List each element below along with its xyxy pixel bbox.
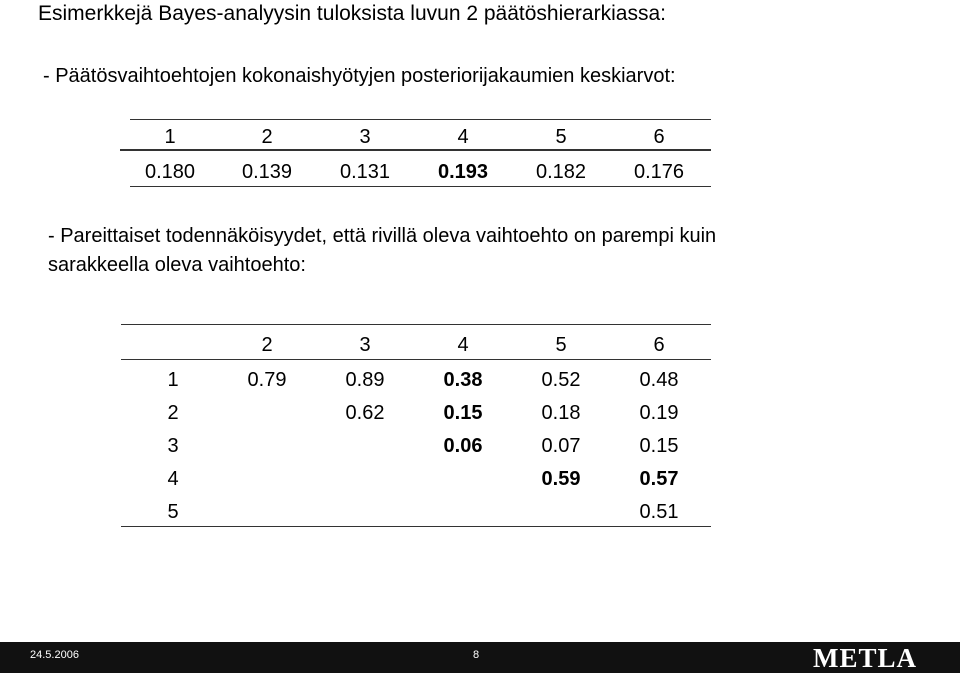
pairwise-row-label: 3 — [167, 435, 179, 457]
pairwise-table-header-rule — [121, 359, 711, 360]
metla-logo: METLA — [813, 643, 918, 673]
pairwise-header-cell: 4 — [457, 334, 469, 356]
pairwise-value-cell: 0.19 — [639, 402, 679, 424]
footer-date: 24.5.2006 — [30, 649, 79, 661]
pairwise-table-top-rule — [121, 324, 711, 325]
pairwise-header-cell: 5 — [555, 334, 567, 356]
pairwise-row-label: 1 — [167, 369, 179, 391]
pairwise-table-bottom-rule — [121, 526, 711, 527]
pairwise-row-label: 4 — [167, 468, 179, 490]
means-header-cell: 6 — [653, 126, 665, 148]
means-table-top-rule — [130, 119, 711, 120]
means-header-cell: 3 — [359, 126, 371, 148]
means-value-cell: 0.131 — [339, 161, 391, 183]
pairwise-row-label: 2 — [167, 402, 179, 424]
slide-title: Esimerkkejä Bayes-analyysin tuloksista luvun 2 päätöshierarkiassa: — [38, 2, 666, 25]
pairwise-row-label: 5 — [167, 501, 179, 523]
means-value-cell: 0.180 — [144, 161, 196, 183]
means-table-header-rule — [120, 149, 711, 151]
pairwise-value-cell: 0.62 — [345, 402, 385, 424]
means-header-cell: 2 — [261, 126, 273, 148]
pairwise-value-cell: 0.06 — [443, 435, 483, 457]
pairwise-value-cell: 0.07 — [541, 435, 581, 457]
pairwise-header-cell: 6 — [653, 334, 665, 356]
means-table-bottom-rule — [130, 186, 711, 187]
footer-bar — [0, 642, 960, 673]
pairwise-value-cell: 0.51 — [639, 501, 679, 523]
bullet-pairwise-line-2: sarakkeella oleva vaihtoehto: — [48, 254, 306, 276]
pairwise-value-cell: 0.89 — [345, 369, 385, 391]
pairwise-value-cell: 0.79 — [247, 369, 287, 391]
pairwise-value-cell: 0.48 — [639, 369, 679, 391]
pairwise-value-cell: 0.15 — [443, 402, 483, 424]
pairwise-value-cell: 0.38 — [443, 369, 483, 391]
means-value-cell: 0.193 — [437, 161, 489, 183]
means-header-cell: 5 — [555, 126, 567, 148]
pairwise-value-cell: 0.15 — [639, 435, 679, 457]
bullet-means-heading: - Päätösvaihtoehtojen kokonaishyötyjen posteriorijakaumien keskiarvot: — [43, 65, 676, 87]
means-value-cell: 0.182 — [535, 161, 587, 183]
pairwise-header-cell: 3 — [359, 334, 371, 356]
pairwise-value-cell: 0.52 — [541, 369, 581, 391]
pairwise-header-cell: 2 — [261, 334, 273, 356]
means-value-cell: 0.139 — [241, 161, 293, 183]
bullet-pairwise-line-1: - Pareittaiset todennäköisyydet, että rivillä oleva vaihtoehto on parempi kuin — [48, 225, 717, 247]
means-header-cell: 1 — [164, 126, 176, 148]
pairwise-value-cell: 0.57 — [639, 468, 679, 490]
bullet-pairwise-heading — [48, 222, 716, 280]
means-header-cell: 4 — [457, 126, 469, 148]
pairwise-value-cell: 0.18 — [541, 402, 581, 424]
footer-page-number: 8 — [473, 649, 480, 661]
pairwise-value-cell: 0.59 — [541, 468, 581, 490]
means-value-cell: 0.176 — [633, 161, 685, 183]
